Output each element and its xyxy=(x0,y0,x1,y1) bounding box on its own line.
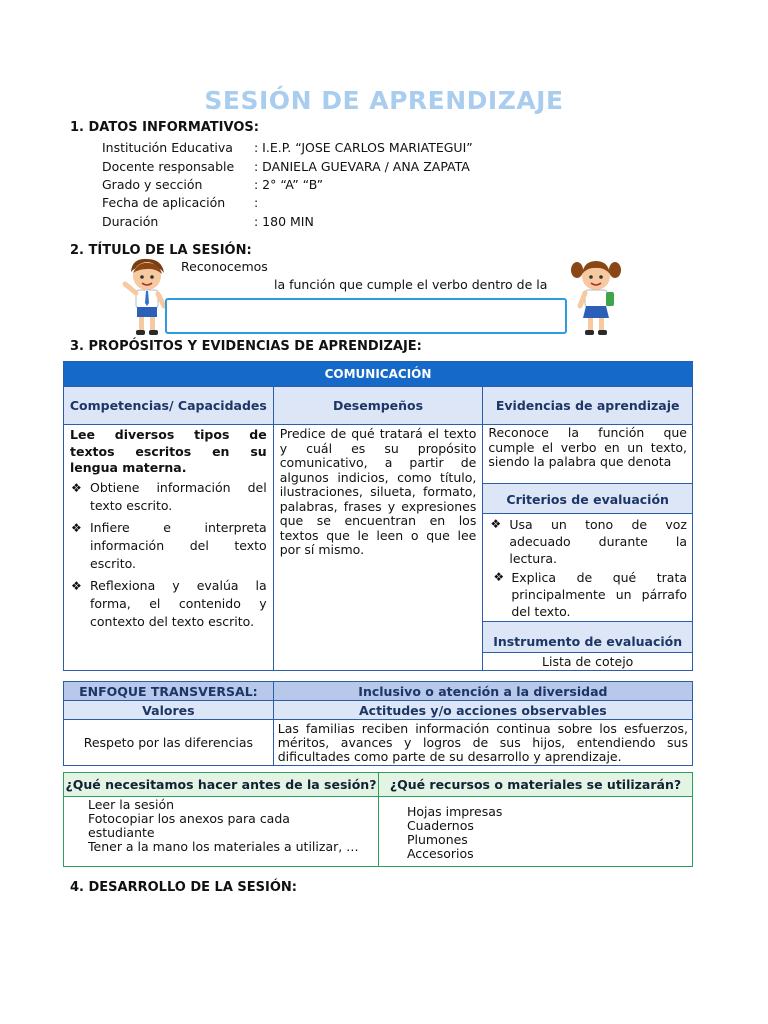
valor-cell: Respeto por las diferencias xyxy=(64,720,274,766)
list-item: Hojas impresas xyxy=(406,804,503,819)
col-valores: Valores xyxy=(64,701,274,720)
list-item: Fotocopiar los anexos para cada estudiante xyxy=(88,811,290,840)
competencia-text: Lee diversos tipos de textos escritos en su lengua materna. xyxy=(70,427,267,475)
list-item: Tener a la mano los materiales a utilizar, … xyxy=(88,839,359,854)
girl-illustration xyxy=(570,256,622,338)
desarrollo-heading: 4. DESARROLLO DE LA SESIÓN: xyxy=(70,880,297,895)
session-title-box[interactable] xyxy=(165,298,567,334)
titulo-heading: 2. TÍTULO DE LA SESIÓN: xyxy=(70,243,252,258)
info-row-grado: Grado y sección : 2° “A” “B” xyxy=(102,177,324,192)
diamond-bullet-icon: ❖ xyxy=(71,480,82,495)
col-actitudes: Actitudes y/o acciones observables xyxy=(273,701,692,720)
enfoque-table xyxy=(63,681,693,766)
q-antes-header: ¿Qué necesitamos hacer antes de la sesión? xyxy=(64,773,379,797)
list-item: Leer la sesión xyxy=(88,797,175,812)
list-item: Cuadernos xyxy=(406,818,474,833)
propositos-table xyxy=(63,361,693,671)
list-item: Plumones xyxy=(406,832,468,847)
info-row-duracion: Duración : 180 MIN xyxy=(102,214,314,229)
preparacion-table xyxy=(63,772,693,867)
info-row-docente: Docente responsable : DANIELA GUEVARA / ANA ZAPATA xyxy=(102,159,470,174)
desempeno-text: Predice de qué tratará el texto y cuál es su propósito comunicativo, a partir de algunos indicios, como título, ilustraciones, silueta, formato, palabras, frases y expresiones que se encuentran en los textos que le leen o que lee por sí mismo. xyxy=(279,426,477,557)
titulo-line-1: Reconocemos xyxy=(181,259,268,274)
criterio-item: ❖ Explica de qué trata principalmente un párrafo del texto. xyxy=(493,570,687,619)
titulo-line-2: la función que cumple el verbo dentro de la xyxy=(274,277,548,292)
diamond-bullet-icon: ❖ xyxy=(71,578,82,593)
antes-list xyxy=(64,797,379,867)
desempenos-cell xyxy=(273,425,483,671)
actitud-cell: Las familias reciben información continua sobre los esfuerzos, méritos, avances y logros de sus hijos, entendiendo sus dificultades como parte de su desarrollo y aprendizaje. xyxy=(273,720,692,766)
col-evidencias: Evidencias de aprendizaje xyxy=(483,387,693,425)
info-row-institucion: Institución Educativa : I.E.P. “JOSE CARLOS MARIATEGUI” xyxy=(102,140,473,155)
col-desempenos: Desempeños xyxy=(273,387,483,425)
capacidad-item: ❖ Infiere e interpreta información del texto escrito. xyxy=(71,519,267,571)
q-recursos-header: ¿Qué recursos o materiales se utilizarán? xyxy=(378,773,692,797)
enfoque-name: Inclusivo o atención a la diversidad xyxy=(273,682,692,701)
propositos-heading: 3. PROPÓSITOS Y EVIDENCIAS DE APRENDIZAJE: xyxy=(70,339,422,354)
diamond-bullet-icon: ❖ xyxy=(71,520,82,535)
evidencias-cell xyxy=(483,425,693,671)
enfoque-label: ENFOQUE TRANSVERSAL: xyxy=(64,682,274,701)
criterios-header: Criterios de evaluación xyxy=(483,483,692,514)
instrumento-header: Instrumento de evaluación xyxy=(483,621,692,653)
recursos-list xyxy=(378,797,692,867)
diamond-bullet-icon: ❖ xyxy=(490,517,502,531)
criterio-item: ❖ Usa un tono de voz adecuado durante la lectura. xyxy=(490,517,687,566)
document-title: SESIÓN DE APRENDIZAJE xyxy=(204,86,564,115)
competencias-cell xyxy=(64,425,274,671)
list-item: Accesorios xyxy=(406,846,474,861)
diamond-bullet-icon: ❖ xyxy=(493,570,505,584)
capacidad-item: ❖ Reflexiona y evalúa la forma, el contenido y contexto del texto escrito. xyxy=(71,577,267,629)
area-header: COMUNICACIÓN xyxy=(64,362,693,387)
capacidad-item: ❖ Obtiene información del texto escrito. xyxy=(71,479,267,513)
col-competencias: Competencias/ Capacidades xyxy=(64,387,274,425)
info-row-fecha: Fecha de aplicación : xyxy=(102,195,259,210)
evidencia-text: Reconoce la función que cumple el verbo en un texto, siendo la palabra que denota xyxy=(488,425,687,469)
datos-heading: 1. DATOS INFORMATIVOS: xyxy=(70,120,259,135)
instrumento-value: Lista de cotejo xyxy=(542,654,634,669)
